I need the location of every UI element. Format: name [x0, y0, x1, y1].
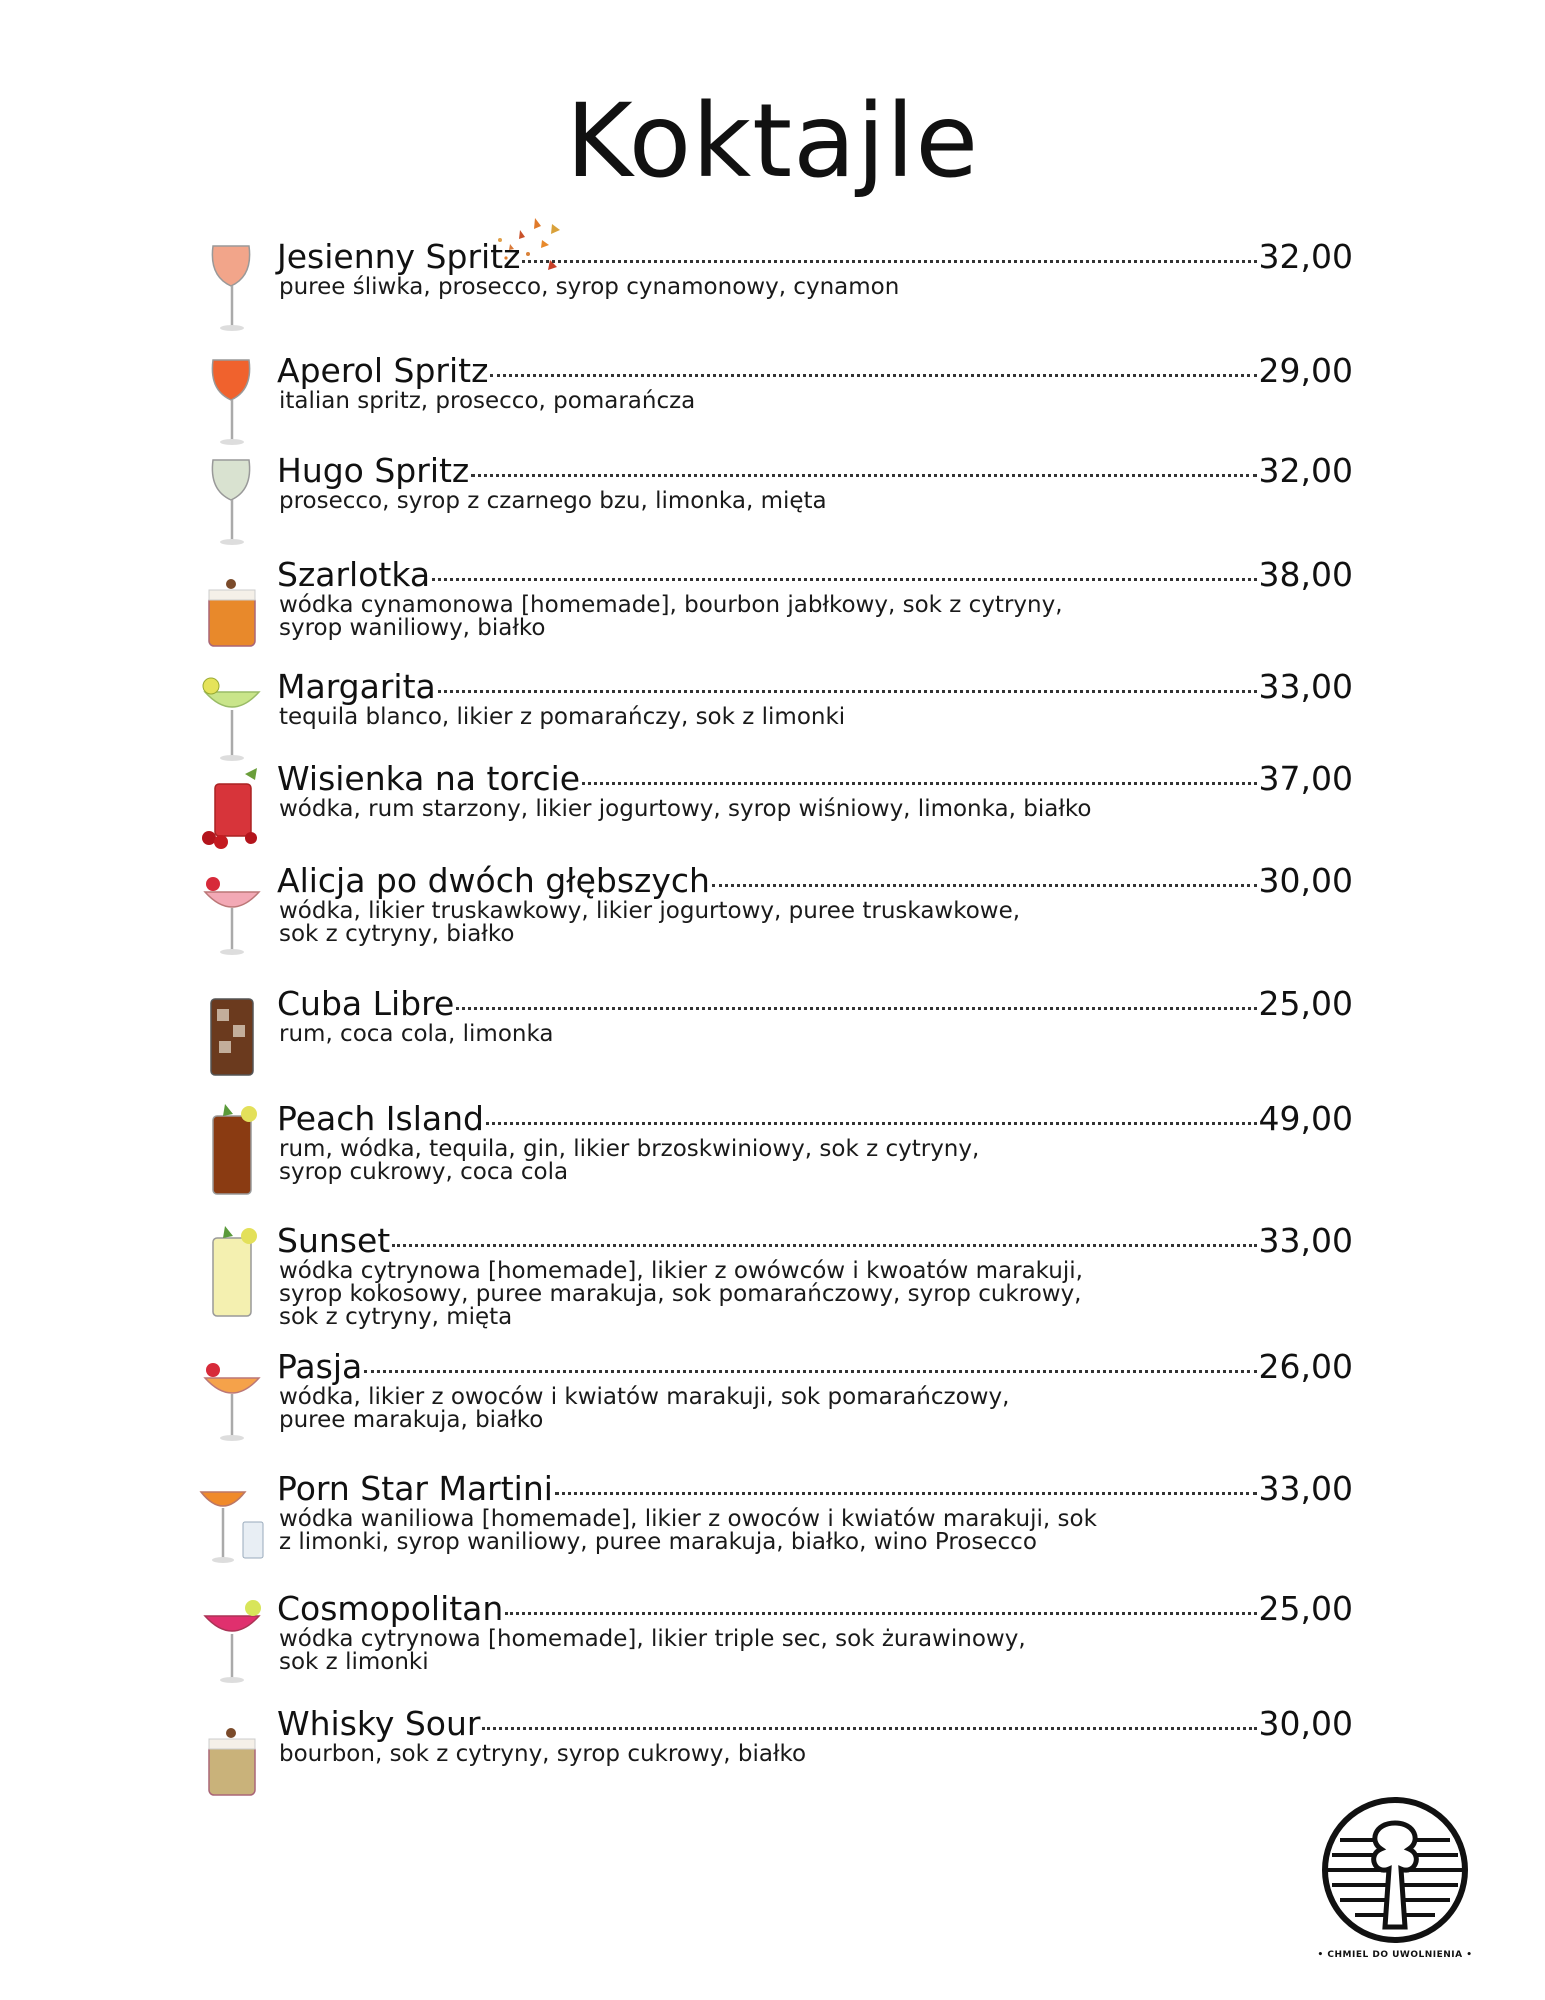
dot-leader — [432, 578, 1256, 581]
dot-leader — [471, 474, 1256, 477]
description-line: syrop kokosowy, puree marakuja, sok pomarańczowy, syrop cukrowy, — [279, 1281, 1082, 1307]
brand-logo-icon — [1320, 1795, 1470, 1945]
menu-item-price: 49,00 — [1258, 1099, 1353, 1138]
description-line: puree marakuja, białko — [279, 1407, 544, 1433]
collins-glass-icon — [195, 1222, 269, 1322]
description-line: syrop waniliowy, białko — [279, 615, 546, 641]
menu-item-heading — [277, 556, 1353, 594]
description-line: bourbon, sok z cytryny, syrop cukrowy, białko — [279, 1741, 807, 1767]
menu-item-description — [279, 900, 1179, 946]
menu-item-name: Alicja po dwóch głębszych — [277, 861, 710, 900]
page-title: Koktajle — [565, 82, 980, 201]
menu-item-description — [279, 1386, 1179, 1432]
menu-item-price: 29,00 — [1258, 351, 1353, 390]
description-line: wódka cynamonowa [homemade], bourbon jabłkowy, sok z cytryny, — [279, 592, 1063, 618]
coupe-glass-icon — [195, 862, 269, 962]
menu-item-description — [279, 390, 1179, 413]
menu-item-description — [279, 594, 1179, 640]
menu-item-price: 37,00 — [1258, 759, 1353, 798]
menu-item-description — [279, 1260, 1179, 1329]
menu-item-price: 30,00 — [1258, 1704, 1353, 1743]
description-line: wódka, rum starzony, likier jogurtowy, syrop wiśniowy, limonka, białko — [279, 796, 1092, 822]
sour-tumbler-icon — [195, 1705, 269, 1805]
menu-item-name: Sunset — [277, 1221, 391, 1260]
menu-item-name: Aperol Spritz — [277, 351, 489, 390]
dot-leader — [456, 1007, 1256, 1010]
description-line: sok z cytryny, białko — [279, 921, 515, 947]
dot-leader — [490, 374, 1256, 377]
menu-item-name: Peach Island — [277, 1099, 484, 1138]
menu-item-name: Porn Star Martini — [277, 1469, 553, 1508]
description-line: wódka, likier truskawkowy, likier jogurtowy, puree truskawkowe, — [279, 898, 1021, 924]
menu-item-name: Margarita — [277, 667, 436, 706]
description-line: puree śliwka, prosecco, syrop cynamonowy, cynamon — [279, 274, 900, 300]
dot-leader — [522, 260, 1256, 263]
description-line: wódka cytrynowa [homemade], likier triple sec, sok żurawinowy, — [279, 1626, 1026, 1652]
description-line: syrop cukrowy, coca cola — [279, 1159, 569, 1185]
menu-item-heading — [277, 1348, 1353, 1386]
cola-glass-icon — [195, 985, 269, 1085]
menu-item-price: 38,00 — [1258, 555, 1353, 594]
aperol-glass-icon — [195, 352, 269, 452]
highball-glass-icon — [195, 1100, 269, 1200]
menu-item-heading — [277, 1222, 1353, 1260]
menu-item-description — [279, 1508, 1179, 1554]
menu-item-name: Cuba Libre — [277, 984, 455, 1023]
menu-item-name: Pasja — [277, 1347, 363, 1386]
dot-leader — [482, 1727, 1256, 1730]
menu-item-heading — [277, 1705, 1353, 1743]
menu-item-price: 32,00 — [1258, 237, 1353, 276]
description-line: wódka, likier z owoców i kwiatów marakuji, sok pomarańczowy, — [279, 1384, 1010, 1410]
dot-leader — [438, 690, 1257, 693]
menu-item-heading — [277, 668, 1353, 706]
menu-item-description — [279, 1743, 1179, 1766]
wine-glass-spritz-icon — [195, 238, 269, 338]
margarita-glass-icon — [195, 668, 269, 768]
menu-item-heading — [277, 985, 1353, 1023]
menu-item-heading — [277, 238, 1353, 276]
menu-item-name: Jesienny Spritz — [277, 237, 521, 276]
description-line: italian spritz, prosecco, pomarańcza — [279, 388, 696, 414]
menu-item-heading — [277, 352, 1353, 390]
menu-item-heading — [277, 1590, 1353, 1628]
menu-item-name: Wisienka na torcie — [277, 759, 581, 798]
passion-coupe-icon — [195, 1348, 269, 1448]
cosmo-glass-icon — [195, 1590, 269, 1690]
menu-item-description — [279, 490, 1179, 513]
menu-item-price: 33,00 — [1258, 667, 1353, 706]
menu-item-name: Cosmopolitan — [277, 1589, 504, 1628]
hugo-glass-icon — [195, 452, 269, 552]
description-line: prosecco, syrop z czarnego bzu, limonka, mięta — [279, 488, 827, 514]
menu-item-price: 26,00 — [1258, 1347, 1353, 1386]
description-line: tequila blanco, likier z pomarańczy, sok z limonki — [279, 704, 846, 730]
menu-item-heading — [277, 760, 1353, 798]
description-line: rum, coca cola, limonka — [279, 1021, 554, 1047]
description-line: rum, wódka, tequila, gin, likier brzoskwiniowy, sok z cytryny, — [279, 1136, 980, 1162]
description-line: wódka cytrynowa [homemade], likier z owówców i kwoatów marakuji, — [279, 1258, 1083, 1284]
description-line: sok z cytryny, mięta — [279, 1304, 513, 1330]
menu-item-price: 33,00 — [1258, 1221, 1353, 1260]
dot-leader — [392, 1244, 1256, 1247]
menu-item-description — [279, 1138, 1179, 1184]
menu-item-name: Szarlotka — [277, 555, 431, 594]
martini-shot-icon — [195, 1470, 269, 1570]
dot-leader — [505, 1612, 1256, 1615]
menu-item-price: 25,00 — [1258, 1589, 1353, 1628]
menu-item-description — [279, 706, 1179, 729]
description-line: wódka waniliowa [homemade], likier z owoców i kwiatów marakuji, sok — [279, 1506, 1097, 1532]
menu-item-description — [279, 276, 1179, 299]
menu-item-heading — [277, 862, 1353, 900]
dot-leader — [364, 1370, 1256, 1373]
description-line: z limonki, syrop waniliowy, puree marakuja, białko, wino Prosecco — [279, 1529, 1037, 1555]
cherry-drink-icon — [195, 760, 269, 860]
menu-item-heading — [277, 452, 1353, 490]
dot-leader — [555, 1492, 1257, 1495]
menu-item-name: Hugo Spritz — [277, 451, 470, 490]
menu-item-description — [279, 798, 1179, 821]
description-line: sok z limonki — [279, 1649, 429, 1675]
brand-tagline: • CHMIEL DO UWOLNIENIA • — [1317, 1950, 1473, 1960]
menu-item-description — [279, 1023, 1179, 1046]
menu-item-price: 33,00 — [1258, 1469, 1353, 1508]
dot-leader — [712, 884, 1257, 887]
whisky-tumbler-icon — [195, 556, 269, 656]
menu-item-price: 32,00 — [1258, 451, 1353, 490]
menu-item-description — [279, 1628, 1179, 1674]
menu-item-name: Whisky Sour — [277, 1704, 481, 1743]
dot-leader — [582, 782, 1256, 785]
menu-item-heading — [277, 1100, 1353, 1138]
dot-leader — [486, 1122, 1257, 1125]
menu-item-heading — [277, 1470, 1353, 1508]
menu-item-price: 30,00 — [1258, 861, 1353, 900]
menu-item-price: 25,00 — [1258, 984, 1353, 1023]
